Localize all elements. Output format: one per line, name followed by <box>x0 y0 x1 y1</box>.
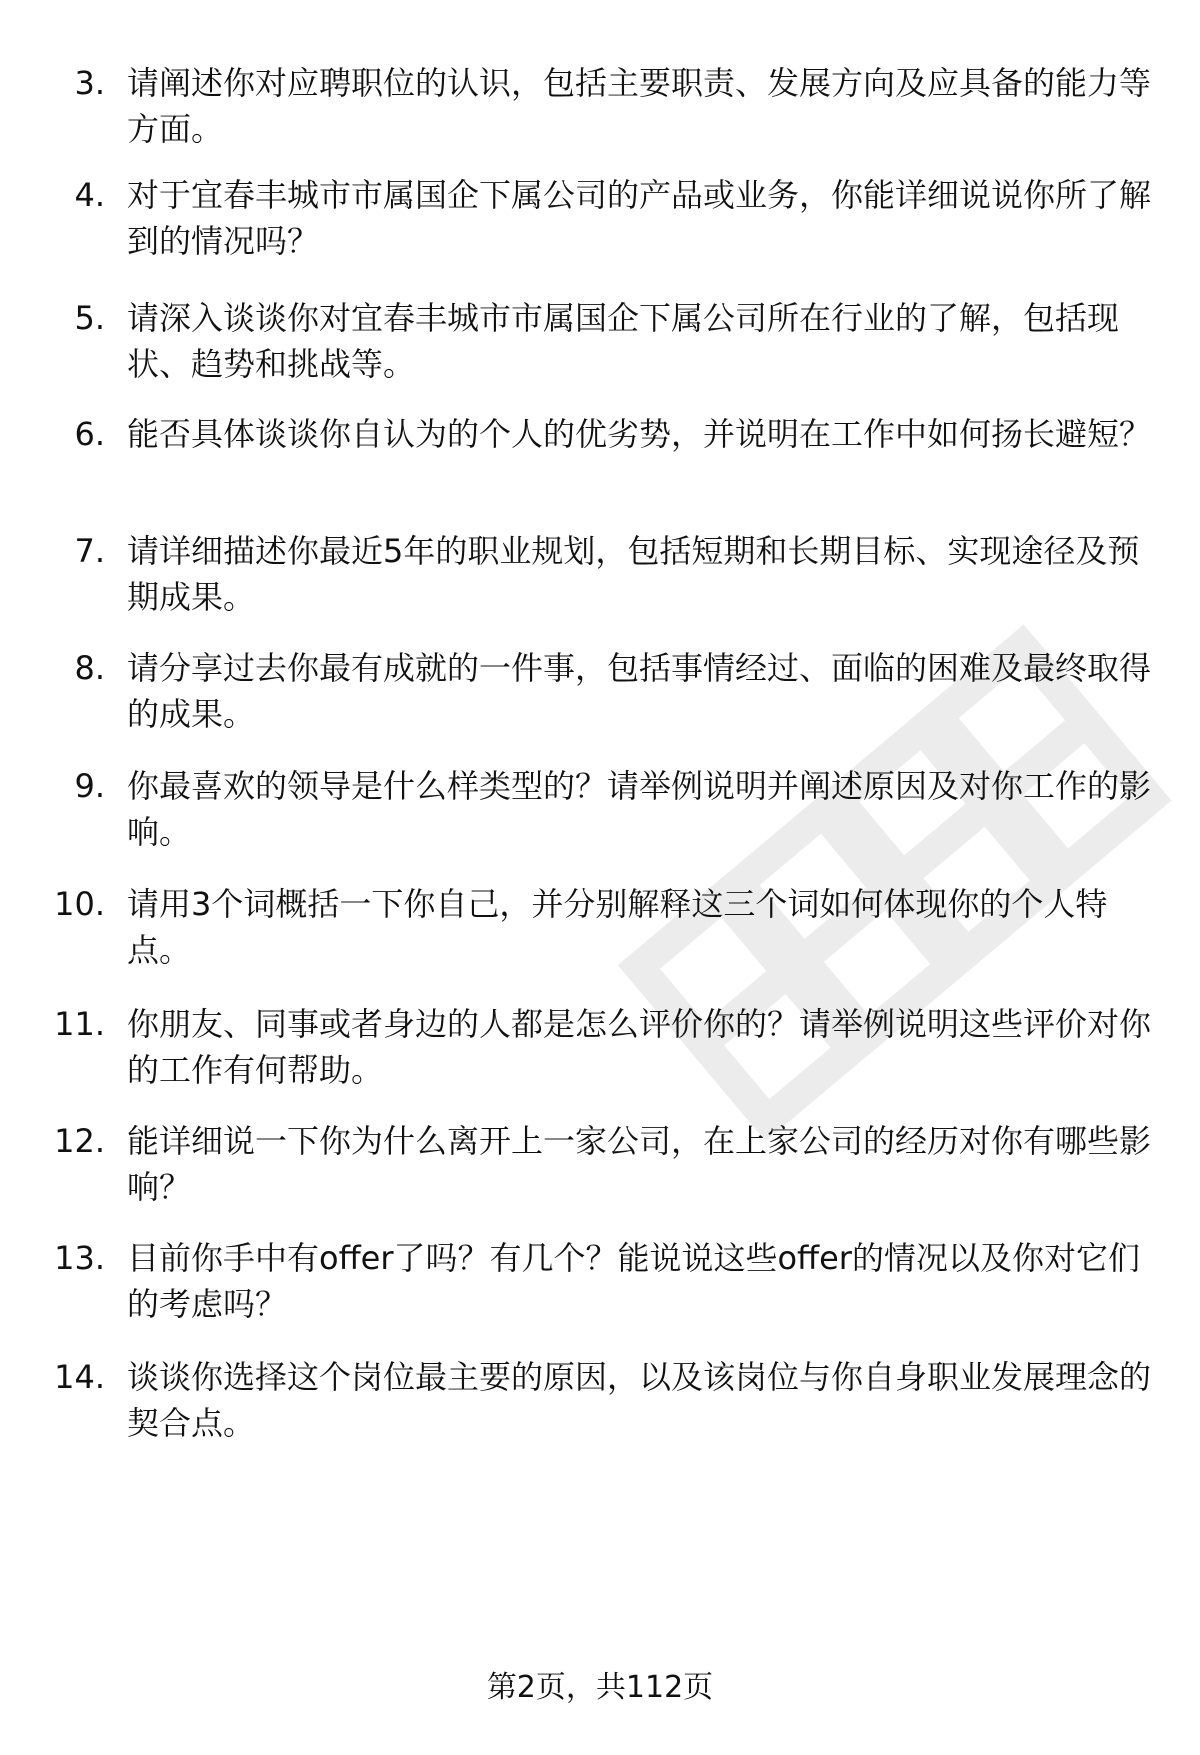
question-text: 请阐述你对应聘职位的认识，包括主要职责、发展方向及应具备的能力等方面。 <box>127 64 1152 148</box>
question-text: 请详细描述你最近5年的职业规划，包括短期和长期目标、实现途径及预期成果。 <box>127 532 1140 616</box>
question-text: 请分享过去你最有成就的一件事，包括事情经过、面临的困难及最终取得的成果。 <box>127 649 1152 733</box>
question-number: 13. <box>54 1239 105 1277</box>
question-item <box>0 528 1200 638</box>
question-item <box>0 1354 1200 1464</box>
question-item <box>0 881 1200 991</box>
question-text: 请深入谈谈你对宜春丰城市市属国企下属公司所在行业的了解，包括现状、趋势和挑战等。 <box>127 299 1120 383</box>
page-number-footer: 第2页，共112页 <box>486 1670 714 1705</box>
question-number: 12. <box>54 1122 105 1160</box>
question-item <box>0 411 1200 521</box>
question-text: 请用3个词概括一下你自己，并分别解释这三个词如何体现你的个人特点。 <box>127 885 1108 969</box>
question-number: 4. <box>74 176 105 214</box>
question-number: 3. <box>74 64 105 102</box>
question-text: 对于宜春丰城市市属国企下属公司的产品或业务，你能详细说说你所了解到的情况吗？ <box>127 176 1152 260</box>
question-item <box>0 60 1200 170</box>
question-number: 14. <box>54 1358 105 1396</box>
question-item <box>0 295 1200 405</box>
question-text: 你最喜欢的领导是什么样类型的？请举例说明并阐述原因及对你工作的影响。 <box>127 767 1152 851</box>
question-number: 6. <box>74 415 105 453</box>
question-text: 能详细说一下你为什么离开上一家公司，在上家公司的经历对你有哪些影响？ <box>127 1122 1152 1206</box>
question-number: 7. <box>74 532 105 570</box>
question-item <box>0 645 1200 755</box>
question-text: 目前你手中有offer了吗？有几个？能说说这些offer的情况以及你对它们的考虑吗？ <box>127 1239 1140 1323</box>
question-text: 能否具体谈谈你自认为的个人的优劣势，并说明在工作中如何扬长避短？ <box>127 415 1152 453</box>
question-number: 10. <box>54 885 105 923</box>
question-text: 谈谈你选择这个岗位最主要的原因，以及该岗位与你自身职业发展理念的契合点。 <box>127 1358 1152 1442</box>
question-number: 9. <box>74 767 105 805</box>
question-number: 5. <box>74 299 105 337</box>
question-number: 11. <box>54 1005 105 1043</box>
question-text: 你朋友、同事或者身边的人都是怎么评价你的？请举例说明这些评价对你的工作有何帮助。 <box>127 1005 1152 1089</box>
question-item <box>0 1001 1200 1111</box>
question-item <box>0 1235 1200 1345</box>
question-item <box>0 763 1200 873</box>
question-number: 8. <box>74 649 105 687</box>
question-item <box>0 1118 1200 1228</box>
question-item <box>0 172 1200 282</box>
